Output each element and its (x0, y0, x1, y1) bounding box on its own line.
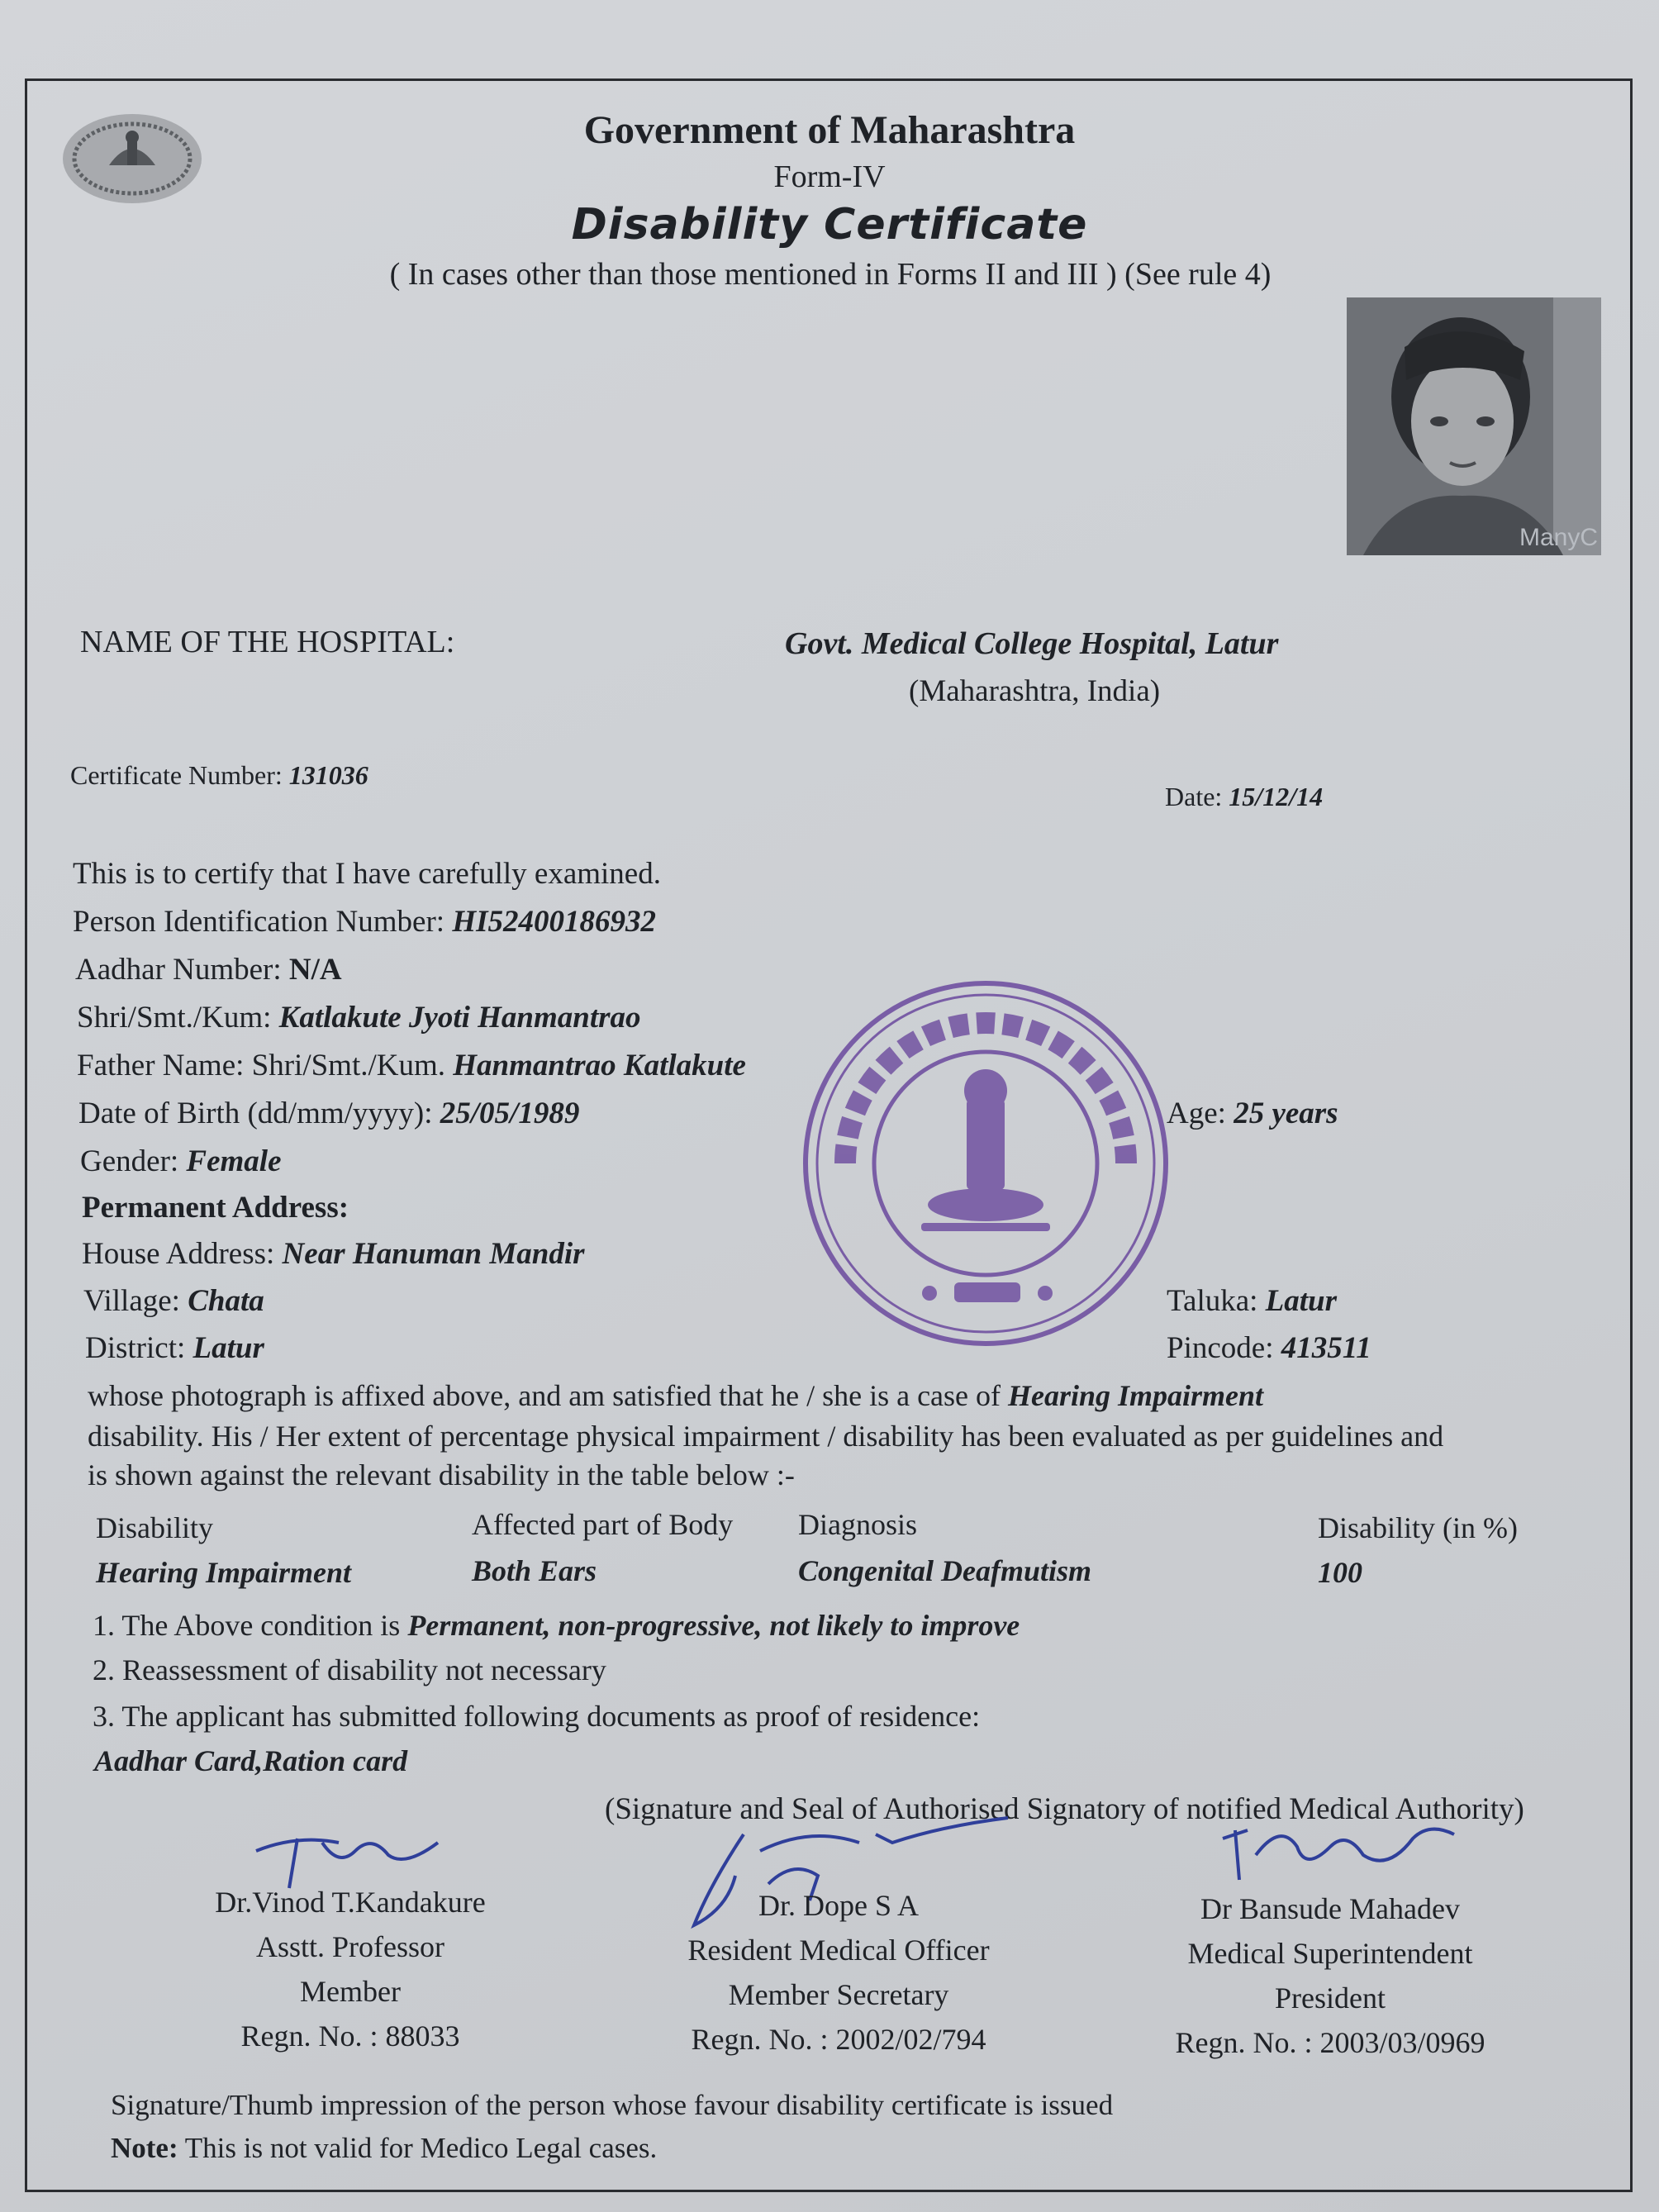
date-value: 15/12/14 (1229, 782, 1324, 811)
hospital-label: NAME OF THE HOSPITAL: (80, 625, 455, 659)
district-row (85, 1330, 264, 1366)
father-value: Hanmantrao Katlakute (453, 1049, 746, 1082)
table-header-percent: Disability (in %) (1318, 1511, 1518, 1544)
table-header-diagnosis: Diagnosis (798, 1508, 917, 1541)
signatory-role: Member (300, 1975, 401, 2008)
table-cell-disability: Hearing Impairment (96, 1556, 352, 1589)
form-number: Form-IV (773, 159, 886, 194)
signatory-regn: Regn. No. : 88033 (240, 2019, 460, 2053)
pincode-value: 413511 (1281, 1331, 1371, 1365)
photo-watermark: ManyC (1519, 524, 1598, 551)
signature-bansude-icon (1215, 1814, 1462, 1888)
certificate-date (1165, 782, 1323, 812)
signatory-2 (661, 1883, 1016, 2062)
applicant-photo (1347, 297, 1601, 555)
person-portrait-icon (1347, 297, 1601, 555)
name-label: Shri/Smt./Kum: (77, 1001, 272, 1035)
statement-prefix: whose photograph is affixed above, and am satisfied that he / she is a case of (88, 1379, 1001, 1412)
village-label: Village: (83, 1284, 180, 1318)
hospital-place: (Maharashtra, India) (909, 674, 1161, 708)
signatory-name: Dr.Vinod T.Kandakure (215, 1886, 486, 1919)
district-label: District: (85, 1331, 186, 1365)
note-label: Note: (111, 2132, 178, 2164)
aadhar-row (75, 952, 342, 987)
statement-line-1 (88, 1378, 1263, 1413)
pincode-label: Pincode: (1167, 1331, 1274, 1365)
table-cell-diagnosis: Congenital Deafmutism (798, 1554, 1092, 1587)
statement-case: Hearing Impairment (1008, 1379, 1264, 1412)
aadhar-label: Aadhar Number: (75, 953, 282, 987)
table-header-body-part: Affected part of Body (472, 1508, 734, 1541)
aadhar-value: N/A (288, 953, 342, 987)
dob-row (78, 1096, 579, 1131)
signatory-name: Dr Bansude Mahadev (1200, 1892, 1460, 1925)
note-1 (93, 1608, 1020, 1643)
name-row (77, 1000, 641, 1035)
statement-line-2: disability. His / Her extent of percentage physical impairment / disability has been evaluated as per guidelines and (88, 1420, 1444, 1453)
taluka-row (1167, 1283, 1337, 1319)
statement-line-3: is shown against the relevant disability in the table below :- (88, 1458, 795, 1491)
signatory-3 (1140, 1886, 1520, 2065)
page-title: Disability Certificate (571, 200, 1088, 250)
signatory-title: Asstt. Professor (255, 1930, 444, 1963)
certificate-number-label: Certificate Number: (70, 760, 283, 790)
name-value: Katlakute Jyoti Hanmantrao (278, 1001, 641, 1035)
taluka-value: Latur (1265, 1284, 1338, 1318)
table-cell-percent: 100 (1318, 1556, 1362, 1589)
address-heading: Permanent Address: (82, 1191, 349, 1225)
dob-value: 25/05/1989 (440, 1096, 580, 1130)
gender-row (80, 1144, 282, 1179)
pid-row (73, 904, 656, 940)
date-label: Date: (1165, 782, 1223, 811)
taluka-label: Taluka: (1167, 1284, 1258, 1318)
table-header-disability: Disability (96, 1511, 213, 1544)
signatory-regn: Regn. No. : 2003/03/0969 (1175, 2026, 1485, 2059)
pincode-row (1167, 1330, 1371, 1366)
gender-value: Female (186, 1144, 282, 1178)
father-row (77, 1048, 746, 1083)
certificate-number (70, 760, 368, 791)
village-value: Chata (188, 1284, 264, 1318)
signatory-title: Resident Medical Officer (687, 1934, 990, 1967)
house-row (82, 1236, 585, 1272)
official-stamp-icon (797, 975, 1174, 1352)
signatory-role: Member Secretary (728, 1978, 949, 2011)
father-label: Father Name: Shri/Smt./Kum. (77, 1049, 446, 1082)
note-2: 2. Reassessment of disability not necessary (93, 1653, 606, 1686)
signatory-regn: Regn. No. : 2002/02/794 (691, 2023, 986, 2056)
table-cell-body-part: Both Ears (472, 1554, 597, 1587)
note-3: 3. The applicant has submitted following documents as proof of residence: (93, 1700, 981, 1733)
gender-label: Gender: (80, 1144, 179, 1178)
age-row (1167, 1096, 1338, 1131)
signatory-title: Medical Superintendent (1187, 1937, 1473, 1970)
note-1-value: Permanent, non-progressive, not likely to improve (407, 1609, 1020, 1642)
house-label: House Address: (82, 1237, 275, 1271)
signatory-1 (177, 1880, 524, 2058)
note-1-prefix: 1. The Above condition is (93, 1609, 401, 1642)
residence-documents: Aadhar Card,Ration card (94, 1744, 408, 1777)
house-value: Near Hanuman Mandir (282, 1237, 585, 1271)
intro-line: This is to certify that I have carefully examined. (73, 857, 661, 891)
pid-value: HI52400186932 (452, 905, 656, 939)
district-value: Latur (193, 1331, 264, 1365)
certificate-subtitle: ( In cases other than those mentioned in Forms II and III ) (See rule 4) (389, 257, 1272, 292)
certificate-number-value: 131036 (288, 760, 368, 790)
signature-seal-caption: (Signature and Seal of Authorised Signatory of notified Medical Authority) (605, 1792, 1524, 1826)
signatory-role: President (1275, 1981, 1386, 2015)
hospital-name: Govt. Medical College Hospital, Latur (785, 626, 1279, 661)
dob-label: Date of Birth (dd/mm/yyyy): (78, 1096, 433, 1130)
age-label: Age: (1167, 1096, 1226, 1130)
pid-label: Person Identification Number: (73, 905, 445, 939)
note-line (111, 2132, 657, 2165)
thumb-impression-line: Signature/Thumb impression of the person whose favour disability certificate is issued (111, 2089, 1114, 2121)
government-title: Government of Maharashtra (583, 108, 1076, 152)
note-text: This is not valid for Medico Legal cases. (184, 2132, 658, 2164)
age-value: 25 years (1234, 1096, 1338, 1130)
village-row (83, 1283, 264, 1319)
signatory-name: Dr. Dope S A (758, 1889, 919, 1922)
